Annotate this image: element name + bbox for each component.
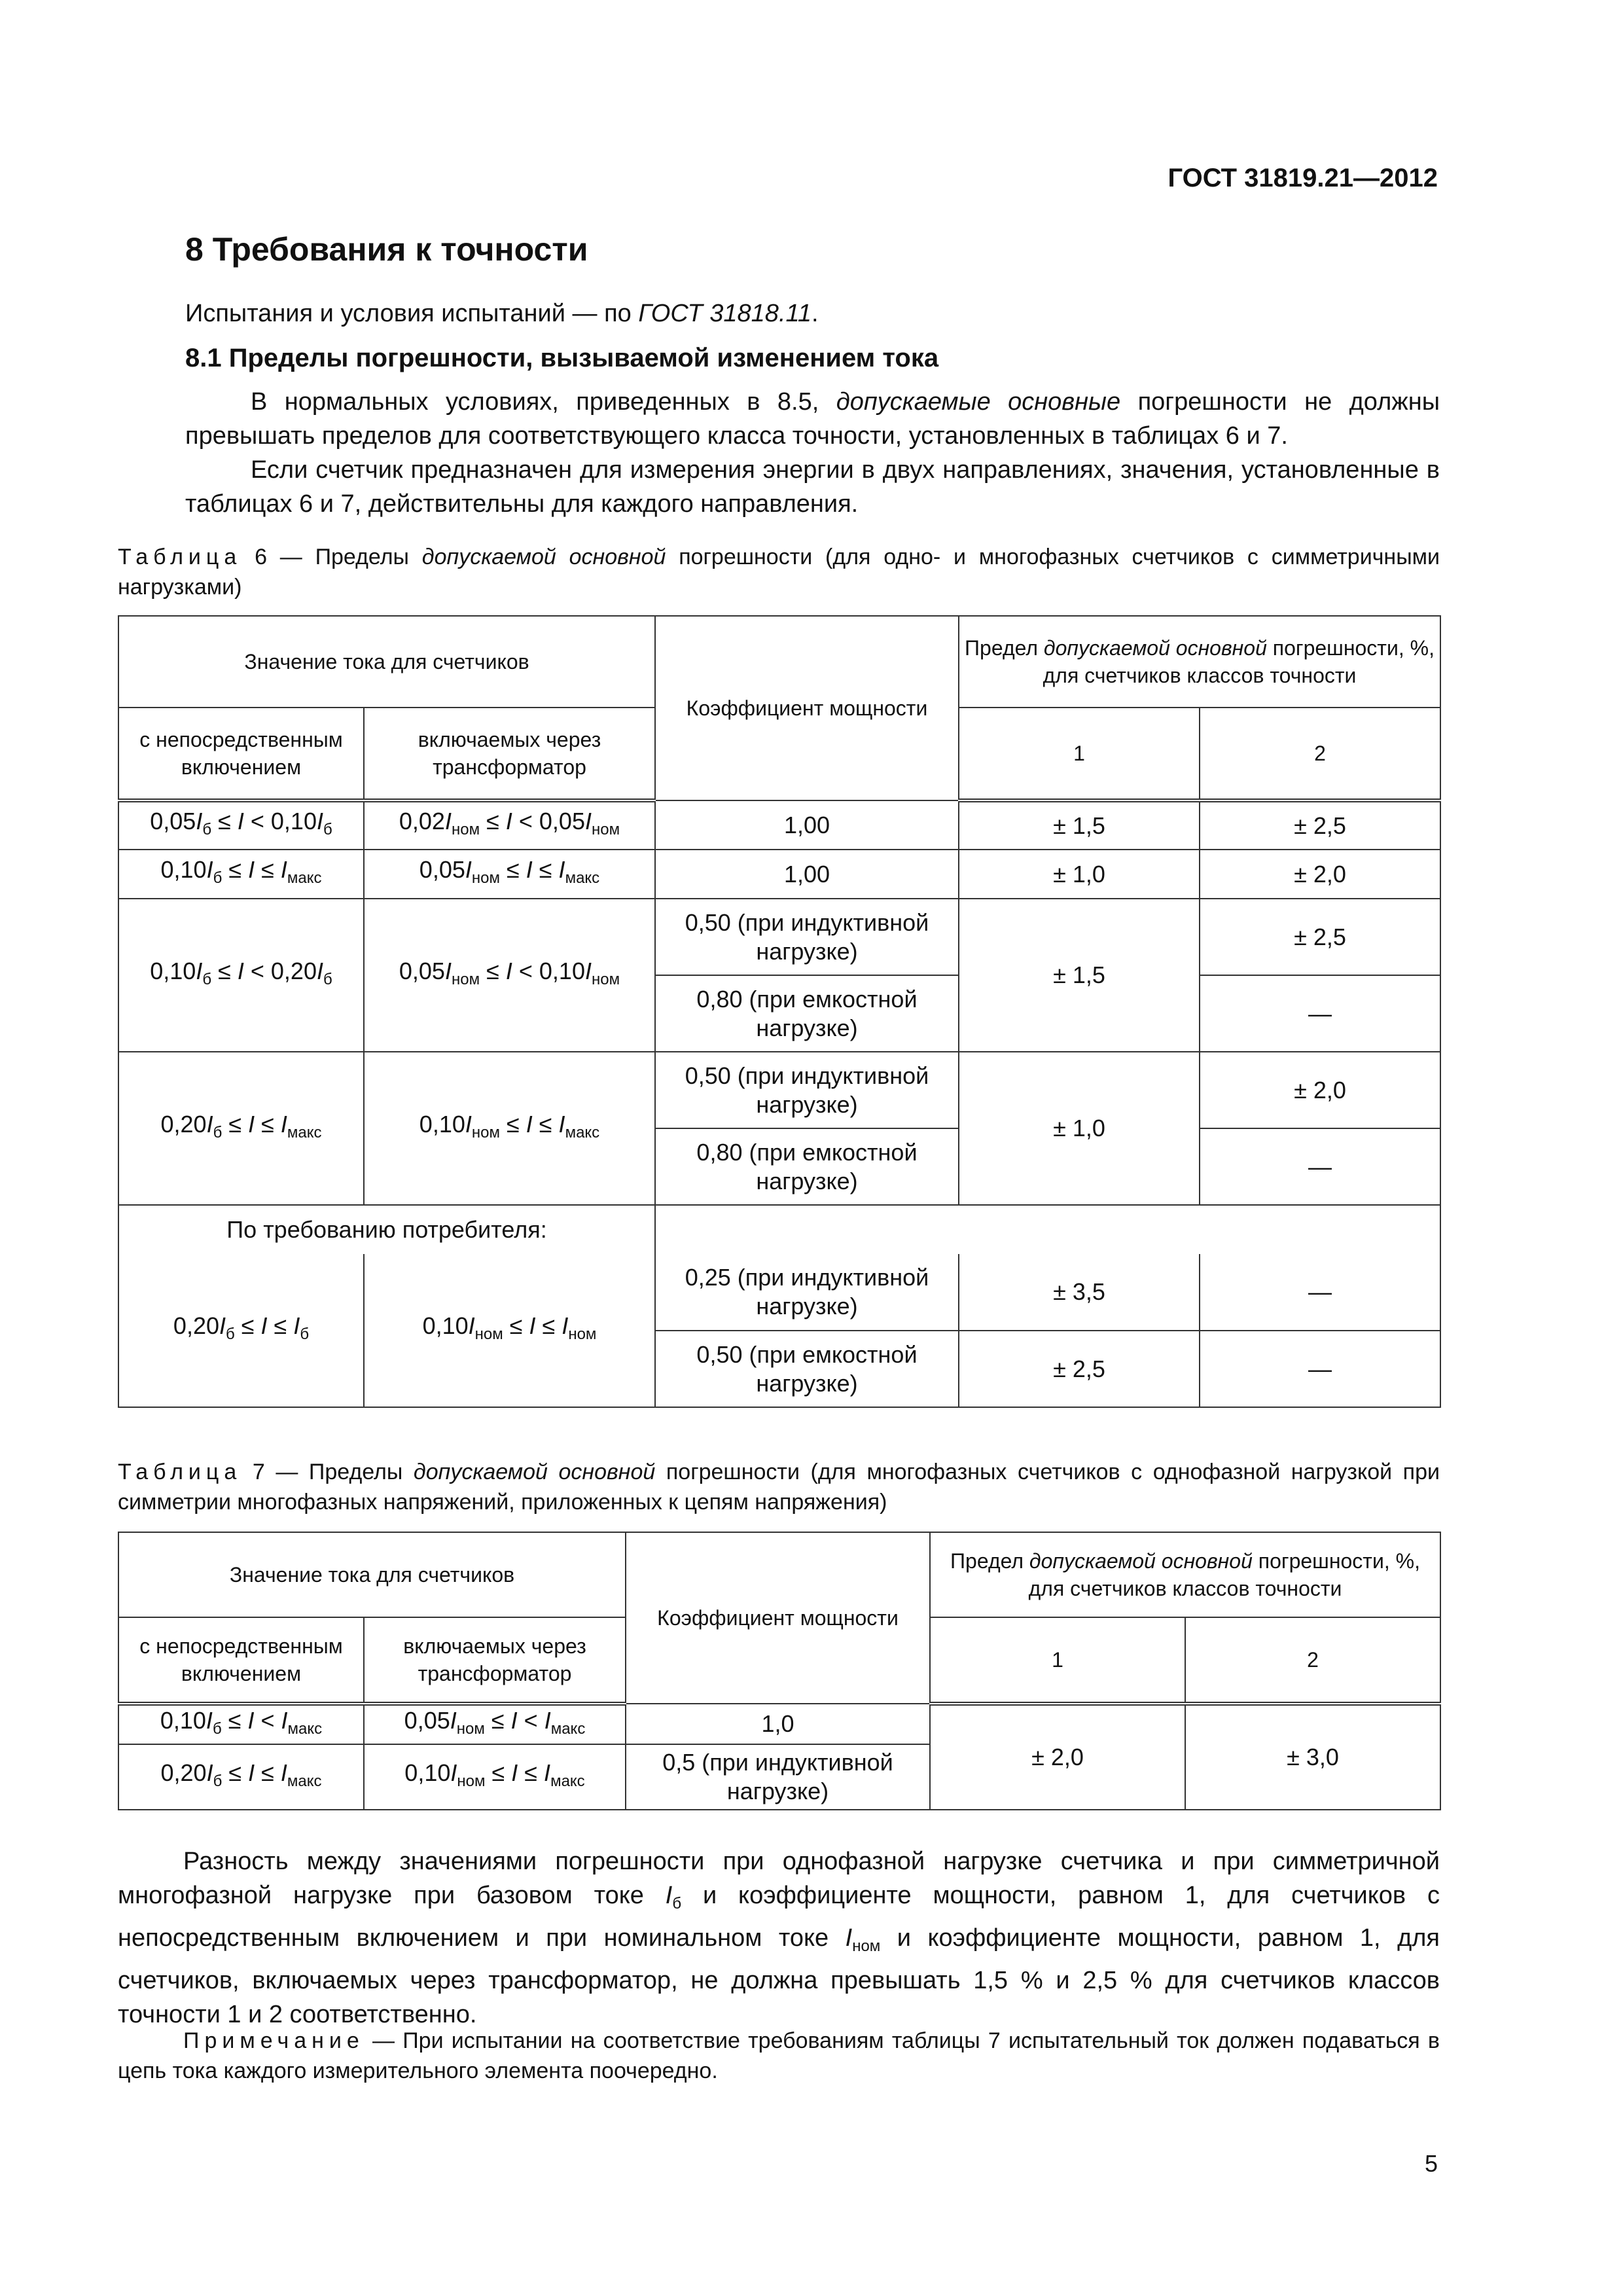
note-label: Примечание <box>183 2028 365 2053</box>
t6-r3-class2-capacitive: — <box>1200 975 1440 1052</box>
t7-r1-direct: $0,10I_б \le I < I_{макс}$ <box>118 1704 364 1744</box>
table7-caption-num: 7 — Пределы <box>252 1460 414 1484</box>
p2-part-c: погрешности не должны превышать пределов для соответствующего класса точности, установленных в таблицах 6 и 7. <box>185 388 1440 450</box>
t6-r1-transformer: $0,02I_{ном} \le I < 0,05I_{ном}$ <box>364 800 655 850</box>
t6-header-current: Значение тока для счетчиков <box>118 616 655 708</box>
note <box>118 2026 1440 2086</box>
t6-r3-pf-inductive: 0,50 (при индуктивной нагрузке) <box>655 899 959 975</box>
p2-part-a: В нормальных условиях, приведенных в 8.5, <box>251 388 836 416</box>
t6-limit-a: Предел <box>965 636 1044 660</box>
t6-r4-pf-inductive: 0,50 (при индуктивной нагрузке) <box>655 1052 959 1128</box>
intro-post: . <box>811 300 819 327</box>
t7-r2-pf: 0,5 (при индуктивной нагрузке) <box>626 1744 930 1810</box>
t6-r5-label: По требованию потребителя: <box>118 1205 655 1254</box>
t6-r4-direct: $0,20I_б \le I \le I_{макс}$ <box>118 1052 364 1205</box>
t6-header-limit <box>959 616 1440 708</box>
t6-r5-pf-inductive: 0,25 (при индуктивной нагрузке) <box>655 1254 959 1331</box>
table6-caption <box>118 542 1440 602</box>
table6-caption-italic: допускаемой основной <box>421 545 666 569</box>
t6-limit-italic: допускаемой основной <box>1043 636 1267 660</box>
t6-r2-pf: 1,00 <box>655 850 959 899</box>
t6-r4-transformer: $0,10I_{ном} \le I \le I_{макс}$ <box>364 1052 655 1205</box>
t6-r3-direct: $0,10I_б \le I < 0,20I_б$ <box>118 899 364 1052</box>
t6-r1-direct: $0,05I_б \le I < 0,10I_б$ <box>118 800 364 850</box>
t6-r3-class1: ± 1,5 <box>959 899 1200 1052</box>
t6-r5-class1-capacitive: ± 2,5 <box>959 1331 1200 1407</box>
t7-class1: ± 2,0 <box>930 1704 1185 1810</box>
t6-r2-class2: ± 2,0 <box>1200 850 1440 899</box>
t6-r2-class1: ± 1,0 <box>959 850 1200 899</box>
t6-r5-blank <box>655 1205 1440 1254</box>
document-header: ГОСТ 31819.21—2012 <box>1168 164 1438 192</box>
t6-r3-pf-capacitive: 0,80 (при емкостной нагрузке) <box>655 975 959 1052</box>
t7-class2: ± 3,0 <box>1185 1704 1440 1810</box>
paragraph-normal-conditions <box>185 385 1440 453</box>
t7-header-class2: 2 <box>1185 1617 1440 1704</box>
t7-header-current: Значение тока для счетчиков <box>118 1532 626 1617</box>
t7-limit-b: погрешности, %, для счетчиков классов точности <box>1028 1549 1420 1600</box>
intro-paragraph <box>185 300 1440 328</box>
t6-header-class2: 2 <box>1200 708 1440 800</box>
t7-r1-pf: 1,0 <box>626 1704 930 1744</box>
table-7 <box>118 1532 1441 1810</box>
t7-header-power-factor: Коэффициент мощности <box>626 1532 930 1704</box>
t7-r1-transformer: $0,05I_{ном} \le I < I_{макс}$ <box>364 1704 626 1744</box>
t6-r5-direct: $0,20I_б \le I \le I_б$ <box>118 1254 364 1407</box>
p4-part-a: Разность между значениями погрешности при однофазной нагрузке счетчика и при симметричной многофазной нагрузке при базовом токе <box>118 1848 1440 1909</box>
section-title: 8 Требования к точности <box>185 231 588 268</box>
t6-r4-class1: ± 1,0 <box>959 1052 1200 1205</box>
table6-caption-rest: погрешности (для одно- и многофазных счетчиков с симметричными нагрузками) <box>118 545 1440 600</box>
intro-pre: Испытания и условия испытаний — по <box>185 300 639 327</box>
t7-limit-a: Предел <box>950 1549 1029 1573</box>
page-number: 5 <box>1424 2150 1438 2177</box>
table7-caption-italic: допускаемой основной <box>413 1460 656 1484</box>
t6-r4-class2-inductive: ± 2,0 <box>1200 1052 1440 1128</box>
t6-r1-class2: ± 2,5 <box>1200 800 1440 850</box>
table7-caption-label: Таблица <box>118 1460 242 1484</box>
t6-r1-class1: ± 1,5 <box>959 800 1200 850</box>
note-text: — При испытании на соответствие требованиям таблицы 7 испытательный ток должен подаваться в цепь тока каждого измерительного элемента поочередно. <box>118 2028 1440 2083</box>
t7-header-class1: 1 <box>930 1617 1185 1704</box>
p4-part-c: и коэффициенте мощности, равном 1, для счетчиков, включаемых через трансформатор, не должна превышать 1,5 % и 2,5 % для счетчиков классов точности 1 и 2 соответственно. <box>118 1924 1440 2028</box>
intro-reference: ГОСТ 31818.11 <box>638 300 812 327</box>
t6-limit-b: погрешности, %, для счетчиков классов точности <box>1043 636 1435 687</box>
t7-limit-italic: допускаемой основной <box>1029 1549 1253 1573</box>
t6-header-transformer: включаемых через трансформатор <box>364 708 655 800</box>
t7-r2-transformer: $0,10I_{ном} \le I \le I_{макс}$ <box>364 1744 626 1810</box>
t6-header-direct: с непосредственным включением <box>118 708 364 800</box>
t6-r2-transformer: $0,05I_{ном} \le I \le I_{макс}$ <box>364 850 655 899</box>
paragraph-difference: Разность между значениями погрешности при однофазной нагрузке счетчика и при симметричной многофазной нагрузке при базовом токе $I_б$ и коэффициенте мощности, равном 1, для счетчиков с непосредственным включением и при номинальном токе $I_{ном}$ и коэффициенте мощности, равном 1, для счетчиков, включаемых через трансформатор, не должна превышать 1,5 % и 2,5 % для счетчиков классов точности 1 и 2 соответственно. <box>118 1848 1440 2028</box>
p4-part-b: и коэффициенте мощности, равном 1, для счетчиков с непосредственным включением и при номинальном токе <box>118 1882 1440 1952</box>
paragraph-two-directions: Если счетчик предназначен для измерения энергии в двух направлениях, значения, установленные в таблицах 6 и 7, действительны для каждого направления. <box>185 456 1440 518</box>
t6-r4-class2-capacitive: — <box>1200 1128 1440 1205</box>
t6-header-class1: 1 <box>959 708 1200 800</box>
subsection-title: 8.1 Пределы погрешности, вызываемой изменением тока <box>185 344 939 372</box>
t6-r5-pf-capacitive: 0,50 (при емкостной нагрузке) <box>655 1331 959 1407</box>
table-6 <box>118 615 1441 1408</box>
t6-r1-pf: 1,00 <box>655 800 959 850</box>
t6-r5-class2-inductive: — <box>1200 1254 1440 1331</box>
table6-caption-label: Таблица <box>118 545 242 569</box>
t7-r2-direct: $0,20I_б \le I \le I_{макс}$ <box>118 1744 364 1810</box>
p2-italic: допускаемые основные <box>836 388 1121 416</box>
t6-r3-transformer: $0,05I_{ном} \le I < 0,10I_{ном}$ <box>364 899 655 1052</box>
t6-r4-pf-capacitive: 0,80 (при емкостной нагрузке) <box>655 1128 959 1205</box>
table7-caption-rest: погрешности (для многофазных счетчиков с однофазной нагрузкой при симметрии многофазных напряжений, приложенных к цепям напряжения) <box>118 1460 1440 1515</box>
t7-header-transformer: включаемых через трансформатор <box>364 1617 626 1704</box>
t7-header-limit <box>930 1532 1440 1617</box>
t6-r5-transformer: $0,10I_{ном} \le I \le I_{ном}$ <box>364 1254 655 1407</box>
t7-header-direct: с непосредственным включением <box>118 1617 364 1704</box>
t6-r5-class1-inductive: ± 3,5 <box>959 1254 1200 1331</box>
table6-caption-num: 6 — Пределы <box>255 545 422 569</box>
t6-r2-direct: $0,10I_б \le I \le I_{макс}$ <box>118 850 364 899</box>
t6-r3-class2-inductive: ± 2,5 <box>1200 899 1440 975</box>
t6-header-power-factor: Коэффициент мощности <box>655 616 959 800</box>
table7-caption <box>118 1457 1440 1517</box>
t6-r5-class2-capacitive: — <box>1200 1331 1440 1407</box>
